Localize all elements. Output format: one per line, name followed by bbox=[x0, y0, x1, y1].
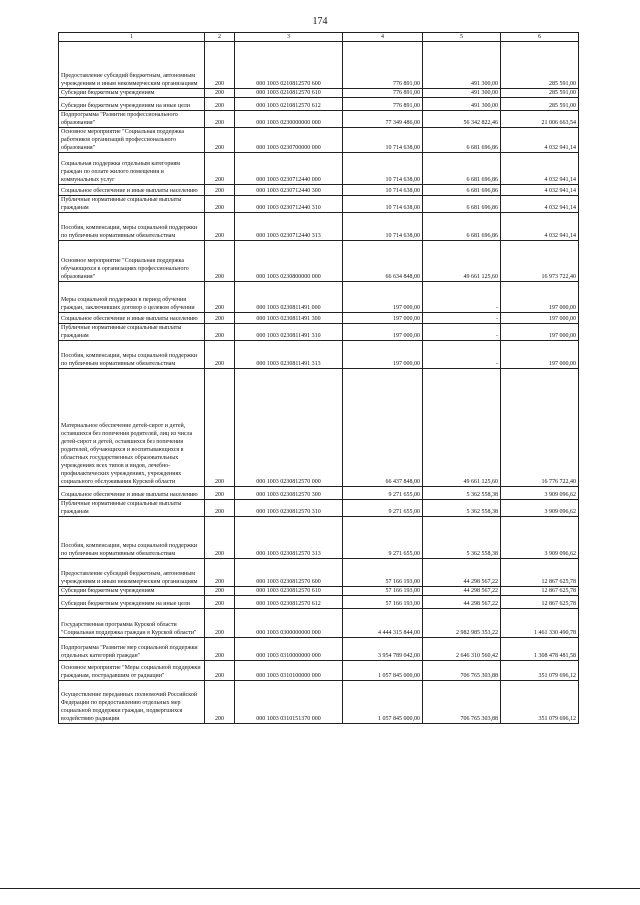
row-executed-amount: 49 661 125,60 bbox=[423, 241, 501, 282]
row-ved-code: 200 bbox=[205, 213, 235, 241]
row-name: Основное мероприятие "Социальная поддержка работников организаций профессионального образования" bbox=[59, 128, 205, 153]
row-approved-amount: 197 000,00 bbox=[343, 282, 423, 313]
table-row bbox=[59, 213, 579, 241]
row-unexecuted-amount: 1 308 478 481,58 bbox=[501, 638, 579, 661]
row-unexecuted-amount: 3 909 096,62 bbox=[501, 517, 579, 559]
row-approved-amount: 9 271 655,00 bbox=[343, 500, 423, 517]
table-row bbox=[59, 282, 579, 313]
row-ved-code: 200 bbox=[205, 559, 235, 587]
row-unexecuted-amount: 4 032 941,14 bbox=[501, 153, 579, 185]
table-row bbox=[59, 487, 579, 500]
row-unexecuted-amount: 12 867 625,78 bbox=[501, 596, 579, 609]
row-name: Социальное обеспечение и иные выплаты населению bbox=[59, 487, 205, 500]
row-name: Публичные нормативные социальные выплаты гражданам bbox=[59, 196, 205, 213]
row-budget-code: 000 1003 0230812570 000 bbox=[235, 369, 343, 487]
row-approved-amount: 4 444 315 844,00 bbox=[343, 609, 423, 638]
table-row bbox=[59, 111, 579, 128]
row-budget-code: 000 1003 0230812570 310 bbox=[235, 500, 343, 517]
row-executed-amount: 491 300,00 bbox=[423, 42, 501, 89]
table-row bbox=[59, 500, 579, 517]
row-executed-amount: 2 646 310 560,42 bbox=[423, 638, 501, 661]
row-unexecuted-amount: 3 909 096,62 bbox=[501, 487, 579, 500]
row-approved-amount: 1 057 845 000,00 bbox=[343, 681, 423, 724]
row-budget-code: 000 1003 0230811491 300 bbox=[235, 313, 343, 324]
row-budget-code: 000 1003 0230811491 000 bbox=[235, 282, 343, 313]
row-ved-code: 200 bbox=[205, 111, 235, 128]
row-unexecuted-amount: 351 079 696,12 bbox=[501, 661, 579, 681]
row-ved-code: 200 bbox=[205, 324, 235, 341]
row-unexecuted-amount: 12 867 625,78 bbox=[501, 587, 579, 596]
row-ved-code: 200 bbox=[205, 341, 235, 369]
row-approved-amount: 10 714 638,00 bbox=[343, 185, 423, 196]
row-ved-code: 200 bbox=[205, 196, 235, 213]
row-name: Субсидии бюджетным учреждениям на иные цели bbox=[59, 596, 205, 609]
row-executed-amount: 5 362 558,38 bbox=[423, 517, 501, 559]
row-budget-code: 000 1003 0210812570 600 bbox=[235, 42, 343, 89]
row-unexecuted-amount: 285 591,00 bbox=[501, 42, 579, 89]
row-ved-code: 200 bbox=[205, 596, 235, 609]
row-budget-code: 000 1003 0230712440 313 bbox=[235, 213, 343, 241]
column-number-5: 5 bbox=[423, 33, 501, 42]
row-unexecuted-amount: 4 032 941,14 bbox=[501, 185, 579, 196]
row-approved-amount: 10 714 638,00 bbox=[343, 213, 423, 241]
row-name: Материальное обеспечение детей-сирот и детей, оставшихся без попечения родителей, лиц из числа детей-сирот и детей, оставшихся без попечения родителей, обучающихся и воспитывающихся в областных государственных образовательных учреждениях всех типов и видов, лечебно-профилактических учреждениях, учреждениях социального обслуживания Курской области bbox=[59, 369, 205, 487]
table-row bbox=[59, 153, 579, 185]
row-approved-amount: 3 954 789 042,00 bbox=[343, 638, 423, 661]
row-name: Субсидии бюджетным учреждениям на иные цели bbox=[59, 98, 205, 111]
row-ved-code: 200 bbox=[205, 609, 235, 638]
row-unexecuted-amount: 285 591,00 bbox=[501, 98, 579, 111]
row-budget-code: 000 1003 0230812570 612 bbox=[235, 596, 343, 609]
row-ved-code: 200 bbox=[205, 681, 235, 724]
row-approved-amount: 66 634 848,00 bbox=[343, 241, 423, 282]
row-name: Меры социальной поддержки в период обучения граждан, заключивших договор о целевом обучении bbox=[59, 282, 205, 313]
row-executed-amount: 6 681 696,86 bbox=[423, 128, 501, 153]
row-unexecuted-amount: 3 909 096,62 bbox=[501, 500, 579, 517]
column-number-1: 1 bbox=[59, 33, 205, 42]
row-budget-code: 000 1003 0230811491 313 bbox=[235, 341, 343, 369]
row-ved-code: 200 bbox=[205, 500, 235, 517]
row-ved-code: 200 bbox=[205, 369, 235, 487]
row-ved-code: 200 bbox=[205, 128, 235, 153]
page-number: 174 bbox=[312, 16, 328, 27]
table-row bbox=[59, 185, 579, 196]
row-name: Пособия, компенсации, меры социальной поддержки по публичным нормативным обязательствам bbox=[59, 517, 205, 559]
row-unexecuted-amount: 4 032 941,14 bbox=[501, 213, 579, 241]
row-budget-code: 000 1003 0310151370 000 bbox=[235, 681, 343, 724]
row-budget-code: 000 1003 0230812570 300 bbox=[235, 487, 343, 500]
row-name: Подпрограмма "Развитие профессионального образования" bbox=[59, 111, 205, 128]
table-row bbox=[59, 341, 579, 369]
row-name: Предоставление субсидий бюджетным, автономным учреждениям и иным некоммерческим организациям bbox=[59, 559, 205, 587]
row-ved-code: 200 bbox=[205, 42, 235, 89]
row-approved-amount: 197 000,00 bbox=[343, 324, 423, 341]
row-executed-amount: 706 765 303,88 bbox=[423, 661, 501, 681]
row-unexecuted-amount: 197 000,00 bbox=[501, 282, 579, 313]
row-approved-amount: 57 166 193,00 bbox=[343, 587, 423, 596]
row-approved-amount: 10 714 638,00 bbox=[343, 128, 423, 153]
row-budget-code: 000 1003 0230712440 300 bbox=[235, 185, 343, 196]
row-executed-amount: - bbox=[423, 324, 501, 341]
row-budget-code: 000 1003 0210812570 610 bbox=[235, 89, 343, 98]
row-name: Пособия, компенсации, меры социальной поддержки по публичным нормативным обязательствам bbox=[59, 213, 205, 241]
row-approved-amount: 77 349 486,00 bbox=[343, 111, 423, 128]
row-unexecuted-amount: 16 776 722,40 bbox=[501, 369, 579, 487]
row-approved-amount: 776 891,00 bbox=[343, 89, 423, 98]
row-unexecuted-amount: 21 006 663,54 bbox=[501, 111, 579, 128]
row-name: Подпрограмма "Развитие мер социальной поддержки отдельных категорий граждан" bbox=[59, 638, 205, 661]
row-executed-amount: 2 982 985 353,22 bbox=[423, 609, 501, 638]
row-executed-amount: 56 342 822,46 bbox=[423, 111, 501, 128]
row-ved-code: 200 bbox=[205, 587, 235, 596]
table-row bbox=[59, 196, 579, 213]
table-row bbox=[59, 369, 579, 487]
row-name: Предоставление субсидий бюджетным, автономным учреждениям и иным некоммерческим организациям bbox=[59, 42, 205, 89]
row-executed-amount: - bbox=[423, 313, 501, 324]
row-budget-code: 000 1003 0230712440 310 bbox=[235, 196, 343, 213]
row-unexecuted-amount: 351 079 696,12 bbox=[501, 681, 579, 724]
table-row bbox=[59, 661, 579, 681]
row-approved-amount: 776 891,00 bbox=[343, 98, 423, 111]
row-unexecuted-amount: 197 000,00 bbox=[501, 324, 579, 341]
table-row bbox=[59, 681, 579, 724]
row-budget-code: 000 1003 0310100000 000 bbox=[235, 661, 343, 681]
row-approved-amount: 57 166 193,00 bbox=[343, 596, 423, 609]
row-executed-amount: 5 362 558,38 bbox=[423, 500, 501, 517]
row-name: Социальное обеспечение и иные выплаты населению bbox=[59, 313, 205, 324]
row-budget-code: 000 1003 0230712440 000 bbox=[235, 153, 343, 185]
row-unexecuted-amount: 4 032 941,14 bbox=[501, 128, 579, 153]
row-ved-code: 200 bbox=[205, 487, 235, 500]
row-executed-amount: 5 362 558,38 bbox=[423, 487, 501, 500]
row-approved-amount: 10 714 638,00 bbox=[343, 196, 423, 213]
column-number-3: 3 bbox=[235, 33, 343, 42]
row-ved-code: 200 bbox=[205, 98, 235, 111]
table-row bbox=[59, 313, 579, 324]
table-row bbox=[59, 89, 579, 98]
row-approved-amount: 66 437 848,00 bbox=[343, 369, 423, 487]
row-executed-amount: 6 681 696,86 bbox=[423, 213, 501, 241]
row-executed-amount: 6 681 696,86 bbox=[423, 196, 501, 213]
row-budget-code: 000 1003 0310000000 000 bbox=[235, 638, 343, 661]
row-budget-code: 000 1003 0230811491 310 bbox=[235, 324, 343, 341]
row-executed-amount: 491 300,00 bbox=[423, 98, 501, 111]
row-executed-amount: 44 298 567,22 bbox=[423, 559, 501, 587]
row-executed-amount: 6 681 696,86 bbox=[423, 185, 501, 196]
row-budget-code: 000 1003 0230812570 600 bbox=[235, 559, 343, 587]
row-executed-amount: 44 298 567,22 bbox=[423, 587, 501, 596]
row-name: Субсидии бюджетным учреждениям bbox=[59, 587, 205, 596]
row-executed-amount: - bbox=[423, 341, 501, 369]
row-name: Социальная поддержка отдельным категориям граждан по оплате жилого помещения и коммунальных услуг bbox=[59, 153, 205, 185]
row-approved-amount: 57 166 193,00 bbox=[343, 559, 423, 587]
row-approved-amount: 10 714 638,00 bbox=[343, 153, 423, 185]
row-executed-amount: 6 681 696,86 bbox=[423, 153, 501, 185]
column-number-2: 2 bbox=[205, 33, 235, 42]
table-row bbox=[59, 241, 579, 282]
budget-table bbox=[58, 32, 579, 724]
table-row bbox=[59, 596, 579, 609]
row-budget-code: 000 1003 0230000000 000 bbox=[235, 111, 343, 128]
row-executed-amount: 44 298 567,22 bbox=[423, 596, 501, 609]
row-budget-code: 000 1003 0230812570 313 bbox=[235, 517, 343, 559]
column-number-6: 6 bbox=[501, 33, 579, 42]
table-row bbox=[59, 587, 579, 596]
row-name: Публичные нормативные социальные выплаты гражданам bbox=[59, 500, 205, 517]
row-name: Публичные нормативные социальные выплаты гражданам bbox=[59, 324, 205, 341]
row-name: Осуществление переданных полномочий Российской Федерации по предоставлению отдельных мер социальной поддержки граждан, подвергшихся воздействию радиации bbox=[59, 681, 205, 724]
row-executed-amount: 491 300,00 bbox=[423, 89, 501, 98]
row-approved-amount: 1 057 845 000,00 bbox=[343, 661, 423, 681]
row-executed-amount: 706 765 303,88 bbox=[423, 681, 501, 724]
table-row bbox=[59, 42, 579, 89]
table-row bbox=[59, 324, 579, 341]
row-budget-code: 000 1003 0210812570 612 bbox=[235, 98, 343, 111]
page-bottom-rule bbox=[0, 888, 640, 889]
table-row bbox=[59, 128, 579, 153]
row-budget-code: 000 1003 0230812570 610 bbox=[235, 587, 343, 596]
row-approved-amount: 197 000,00 bbox=[343, 341, 423, 369]
table-row bbox=[59, 559, 579, 587]
row-name: Основное мероприятие "Меры социальной поддержки гражданам, пострадавшим от радиации" bbox=[59, 661, 205, 681]
row-approved-amount: 9 271 655,00 bbox=[343, 517, 423, 559]
row-executed-amount: - bbox=[423, 282, 501, 313]
row-ved-code: 200 bbox=[205, 89, 235, 98]
row-ved-code: 200 bbox=[205, 185, 235, 196]
row-approved-amount: 776 891,00 bbox=[343, 42, 423, 89]
row-unexecuted-amount: 12 867 625,78 bbox=[501, 559, 579, 587]
row-name: Социальное обеспечение и иные выплаты населению bbox=[59, 185, 205, 196]
row-unexecuted-amount: 197 000,00 bbox=[501, 341, 579, 369]
table-row bbox=[59, 638, 579, 661]
row-name: Государственная программа Курской области "Социальная поддержка граждан в Курской области" bbox=[59, 609, 205, 638]
row-budget-code: 000 1003 0230700000 000 bbox=[235, 128, 343, 153]
row-ved-code: 200 bbox=[205, 153, 235, 185]
column-number-4: 4 bbox=[343, 33, 423, 42]
row-unexecuted-amount: 16 973 722,40 bbox=[501, 241, 579, 282]
row-approved-amount: 197 000,00 bbox=[343, 313, 423, 324]
table-row bbox=[59, 609, 579, 638]
row-unexecuted-amount: 285 591,00 bbox=[501, 89, 579, 98]
table-row bbox=[59, 98, 579, 111]
row-unexecuted-amount: 1 461 330 490,78 bbox=[501, 609, 579, 638]
table-header-row bbox=[59, 33, 579, 42]
row-name: Пособия, компенсации, меры социальной поддержки по публичным нормативным обязательствам bbox=[59, 341, 205, 369]
row-budget-code: 000 1003 0230800000 000 bbox=[235, 241, 343, 282]
row-ved-code: 200 bbox=[205, 313, 235, 324]
table-row bbox=[59, 517, 579, 559]
row-approved-amount: 9 271 655,00 bbox=[343, 487, 423, 500]
row-budget-code: 000 1003 0300000000 000 bbox=[235, 609, 343, 638]
row-unexecuted-amount: 4 032 941,14 bbox=[501, 196, 579, 213]
row-executed-amount: 49 661 125,60 bbox=[423, 369, 501, 487]
row-unexecuted-amount: 197 000,00 bbox=[501, 313, 579, 324]
row-ved-code: 200 bbox=[205, 241, 235, 282]
row-ved-code: 200 bbox=[205, 282, 235, 313]
row-name: Основное мероприятие "Социальная поддержка обучающихся в организациях профессионального образования" bbox=[59, 241, 205, 282]
row-ved-code: 200 bbox=[205, 661, 235, 681]
row-name: Субсидии бюджетным учреждениям bbox=[59, 89, 205, 98]
row-ved-code: 200 bbox=[205, 638, 235, 661]
row-ved-code: 200 bbox=[205, 517, 235, 559]
